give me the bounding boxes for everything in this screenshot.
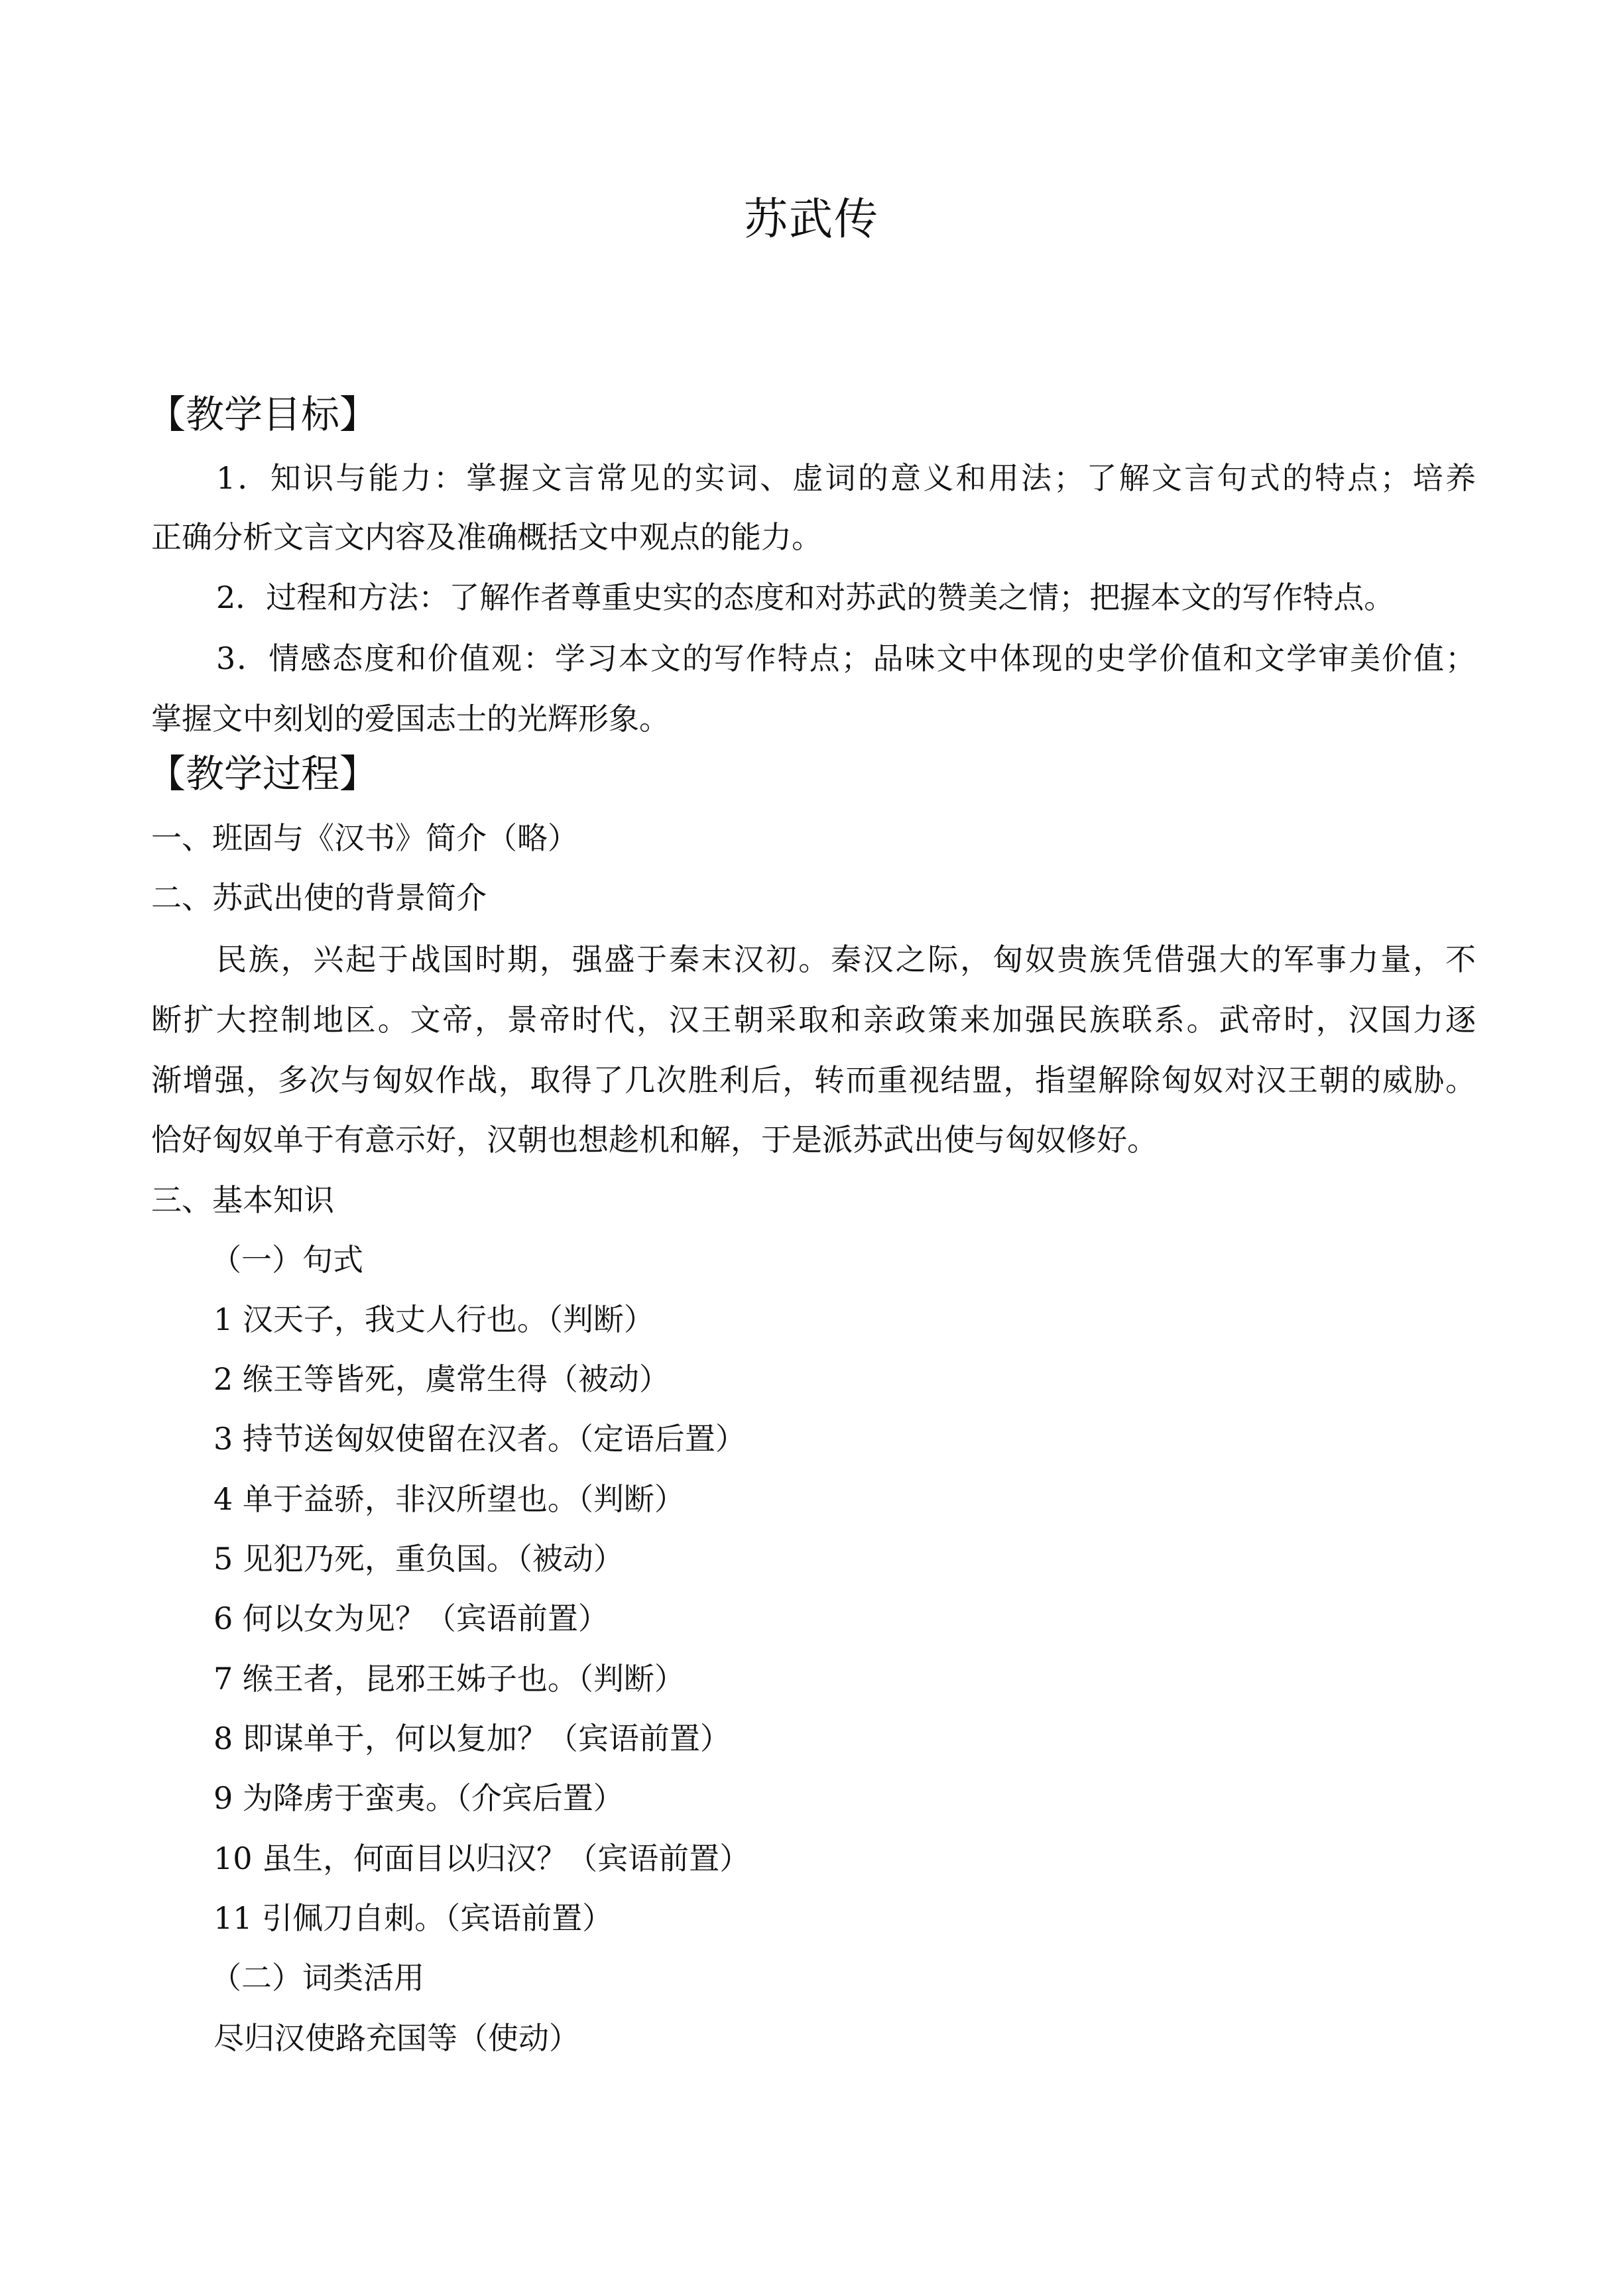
- sentence-item: 8 即谋单于，何以复加？（宾语前置）: [213, 1721, 731, 1756]
- section-3-title: 三、基本知识: [151, 1182, 334, 1218]
- sentence-item: 4 单于益骄，非汉所望也。（判断）: [213, 1481, 685, 1517]
- objective-3-line-1: 3．情感态度和价值观：学习本文的写作特点；品味文中体现的史学价值和文学审美价值；: [216, 640, 1476, 676]
- background-paragraph-line-3: 渐增强，多次与匈奴作战，取得了几次胜利后，转而重视结盟，指望解除匈奴对汉王朝的威胁。: [151, 1062, 1476, 1098]
- sentence-item: 2 缑王等皆死，虞常生得（被动）: [213, 1361, 670, 1397]
- process-heading: 【教学过程】: [147, 751, 379, 796]
- section-1-title: 一、班固与《汉书》简介（略）: [151, 820, 578, 856]
- subsection-word-usage: （二）词类活用: [211, 1960, 424, 1996]
- background-paragraph-line-1: 民族，兴起于战国时期，强盛于秦末汉初。秦汉之际，匈奴贵族凭借强大的军事力量，不: [216, 941, 1476, 977]
- background-paragraph-line-2: 断扩大控制地区。文帝，景帝时代，汉王朝采取和亲政策来加强民族联系。武帝时，汉国力逐: [151, 1002, 1476, 1038]
- section-2-title: 二、苏武出使的背景简介: [151, 880, 487, 916]
- objective-2: 2．过程和方法：了解作者尊重史实的态度和对苏武的赞美之情；把握本文的写作特点。: [216, 579, 1395, 615]
- sentence-item: 11 引佩刀自刺。（宾语前置）: [213, 1900, 613, 1936]
- sentence-item: 10 虽生，何面目以归汉？（宾语前置）: [213, 1841, 751, 1876]
- sentence-item: 3 持节送匈奴使留在汉者。（定语后置）: [213, 1421, 746, 1457]
- sentence-item: 5 见犯乃死，重负国。（被动）: [213, 1541, 624, 1577]
- sentence-item: 7 缑王者，昆邪王姊子也。（判断）: [213, 1661, 685, 1697]
- objective-3-line-2: 掌握文中刻划的爱国志士的光辉形象。: [151, 701, 670, 737]
- background-paragraph-line-4: 恰好匈奴单于有意示好，汉朝也想趁机和解，于是派苏武出使与匈奴修好。: [151, 1122, 1158, 1158]
- objective-1-line-2: 正确分析文言文内容及准确概括文中观点的能力。: [151, 519, 822, 555]
- objective-1-line-1: 1．知识与能力：掌握文言常见的实词、虚词的意义和用法；了解文言句式的特点；培养: [216, 460, 1476, 496]
- subsection-sentence-patterns: （一）句式: [211, 1242, 363, 1278]
- objectives-heading: 【教学目标】: [147, 392, 379, 437]
- sentence-item: 9 为降虏于蛮夷。（介宾后置）: [213, 1780, 624, 1816]
- usage-item: 尽归汉使路充国等（使动）: [213, 2020, 579, 2056]
- document-title: 苏武传: [744, 194, 879, 245]
- sentence-item: 6 何以女为见？（宾语前置）: [213, 1601, 609, 1636]
- sentence-item: 1 汉天子，我丈人行也。（判断）: [213, 1301, 654, 1337]
